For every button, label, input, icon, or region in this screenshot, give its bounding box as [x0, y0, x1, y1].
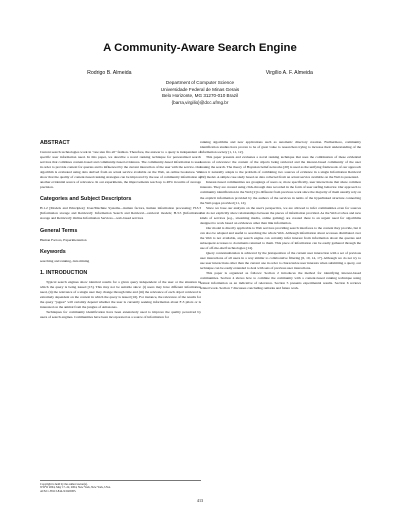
- affiliation-line: Department of Computer Science: [165, 80, 235, 85]
- general-terms-text: Human Factors, Experimentation: [40, 237, 87, 242]
- author-emails: {barra,virgilio}@dcc.ufmg.br: [171, 99, 229, 105]
- categories-heading: Categories and Subject Descriptors: [40, 196, 132, 203]
- left-column: [40, 140, 201, 320]
- introduction-heading: 1. INTRODUCTION: [40, 269, 88, 276]
- footnote-line: WWW 2004, May 17–22, 2004, New York, New York, USA.: [40, 485, 111, 490]
- body-paragraph: Query contextualization is achieved by the juxtaposition of the current user interaction with a set of previous user interactions of all users in a way similar to collaborative filtering [6, 10, 14, 17]. Although we do not try to use user interactions other than the current one in order to characterize user interests when submitting a query, our technique can be easily extended to deal with sets of previous user interactions.: [200, 251, 361, 271]
- footnote-line: Copyright is held by the author/owner(s).: [40, 481, 88, 486]
- page-number: 413: [196, 498, 204, 503]
- abstract-heading: ABSTRACT: [40, 140, 70, 146]
- affiliation-line: Universidade Federal de Minas Gerais: [160, 86, 240, 92]
- paper-title: A Community-Aware Search Engine: [103, 42, 297, 54]
- body-paragraph: ranking algorithms and new applications such as automatic directory creation. Furthermore, community identification studies have proven to be of great value to researchers trying to increase their understanding of the information society [1, 11, 12].: [200, 140, 361, 155]
- right-column: [200, 140, 361, 291]
- author-block: [20, 70, 380, 76]
- body-paragraph: Since we base our analysis on the user's perspective, we are allowed to infer communities even for sources that do not explicitly show relationships between the pieces of information provided. As the Web evolves and new kinds of services (e.g., streaming media, online gaming) are created there is an urgent need for algorithms designed to work based on evidences other than link information.: [200, 205, 361, 225]
- affiliation-block: [0, 80, 400, 106]
- author-name: Rodrigo B. Almeida: [87, 70, 132, 76]
- keywords-heading: Keywords: [40, 248, 66, 255]
- general-terms-heading: General Terms: [40, 227, 78, 234]
- body-paragraph: This paper presents and evaluates a novel ranking technique that uses the combination of these evidential sources of relevance: the content of the objects being retrieved and the interest-based community of the user issuing the search. The theory of Bayesian belief networks [20] is used as the unifying framework of our approach since it naturally adapts to the problem of combining two sources of evidence in a single Information Retrieval (IR) model. A simple case study based on data collected from an actual service available on the Web is presented.: [200, 155, 361, 180]
- body-paragraph: Interest-based communities are groupings of users or, more specifically, user interactions that share common interests. They are created using click-through data recorded in the form of user surfing behavior. Our approach to community identification in the Web [2] is different from previous work since the majority of them usually rely on the explicit information provided by the authors of the services in terms of the hyperlinked structure connecting the Web pages provided [11, 12].: [200, 180, 361, 205]
- affiliation-line: Belo Horizonte, MG 31270-010 Brazil: [161, 93, 239, 99]
- body-paragraph: This paper is organized as follows: Section 2 introduces the method for identifying interest-based communities. Section 4 shows how to combine the community with a content-based ranking technique using textual information as an indicative of relevance. Section 5 presents experimental results. Section 6 reviews related work. Section 7 discusses concluding remarks and future work.: [200, 271, 361, 291]
- copyright-footnote: [40, 480, 201, 494]
- keywords-text: searching and ranking, data mining: [40, 258, 90, 263]
- author-name: Virgílio A. F. Almeida: [265, 70, 313, 76]
- abstract-text: Current search technologies work in "one size fits all" fashion. Therefore, the answer to a query is independent of specific user information need. In this paper, we describe a novel ranking technique for personalized search services that combines content-based and community-based evidences. The community-based information is used in order to provide context for queries and is influenced by the current interaction of the user with the service. Our algorithm is evaluated using data derived from an actual service available on the Web, an online bookstore. We show that the quality of content-based ranking strategies can be improved by the use of community information as another evidential source of relevance. In our experiments, the improvements reach up to 48% in terms of average precision.: [40, 150, 201, 190]
- body-paragraph: Techniques for community identification have been extensively used to improve the quality perceived by users of search engines. Communities have been incorporated as a source of information for: [40, 309, 201, 319]
- body-paragraph: Typical search engines show identical results for a given query independent of the user or the situation in which the query is being issued [15]. This may not be suitable since: (i) users may have different information need, (ii) the relevance of a single user may change through time and (iii) the relevance of each object retrieved is extremely dependent on the context in which the query is issued [16]. For instance, the relevance of the results for the query "jaguar" will certainly depend whether the user is currently seeking information about F-3 pilots or is interested on the animal from the jungles of Amazonas.: [40, 279, 201, 309]
- body-paragraph: Our model is directly applicable to Web services providing search interfaces to the content they provide, but it can also be adapted and useful to searching the whole Web. Although information about accesses distributed over the Web is not available, any search engine can certainly infer interest from information about the queries and subsequent accesses to documents returned to them. This piece of information can be easily gathered through the use of off-the-shelf technologies [14].: [200, 225, 361, 250]
- footnote-line: ACM 1-58113-844-X/04/0005.: [40, 489, 77, 494]
- categories-text: H.1.2 [Models and Principles]: User/Machine Systems—human factors, human information processing; H.3.3 [Information storage and Retrieval]: Information Search and Retrieval—retrieval models; H.3.5 [Information storage and Retrieval]: Online Information Services—web-based services: [40, 206, 201, 221]
